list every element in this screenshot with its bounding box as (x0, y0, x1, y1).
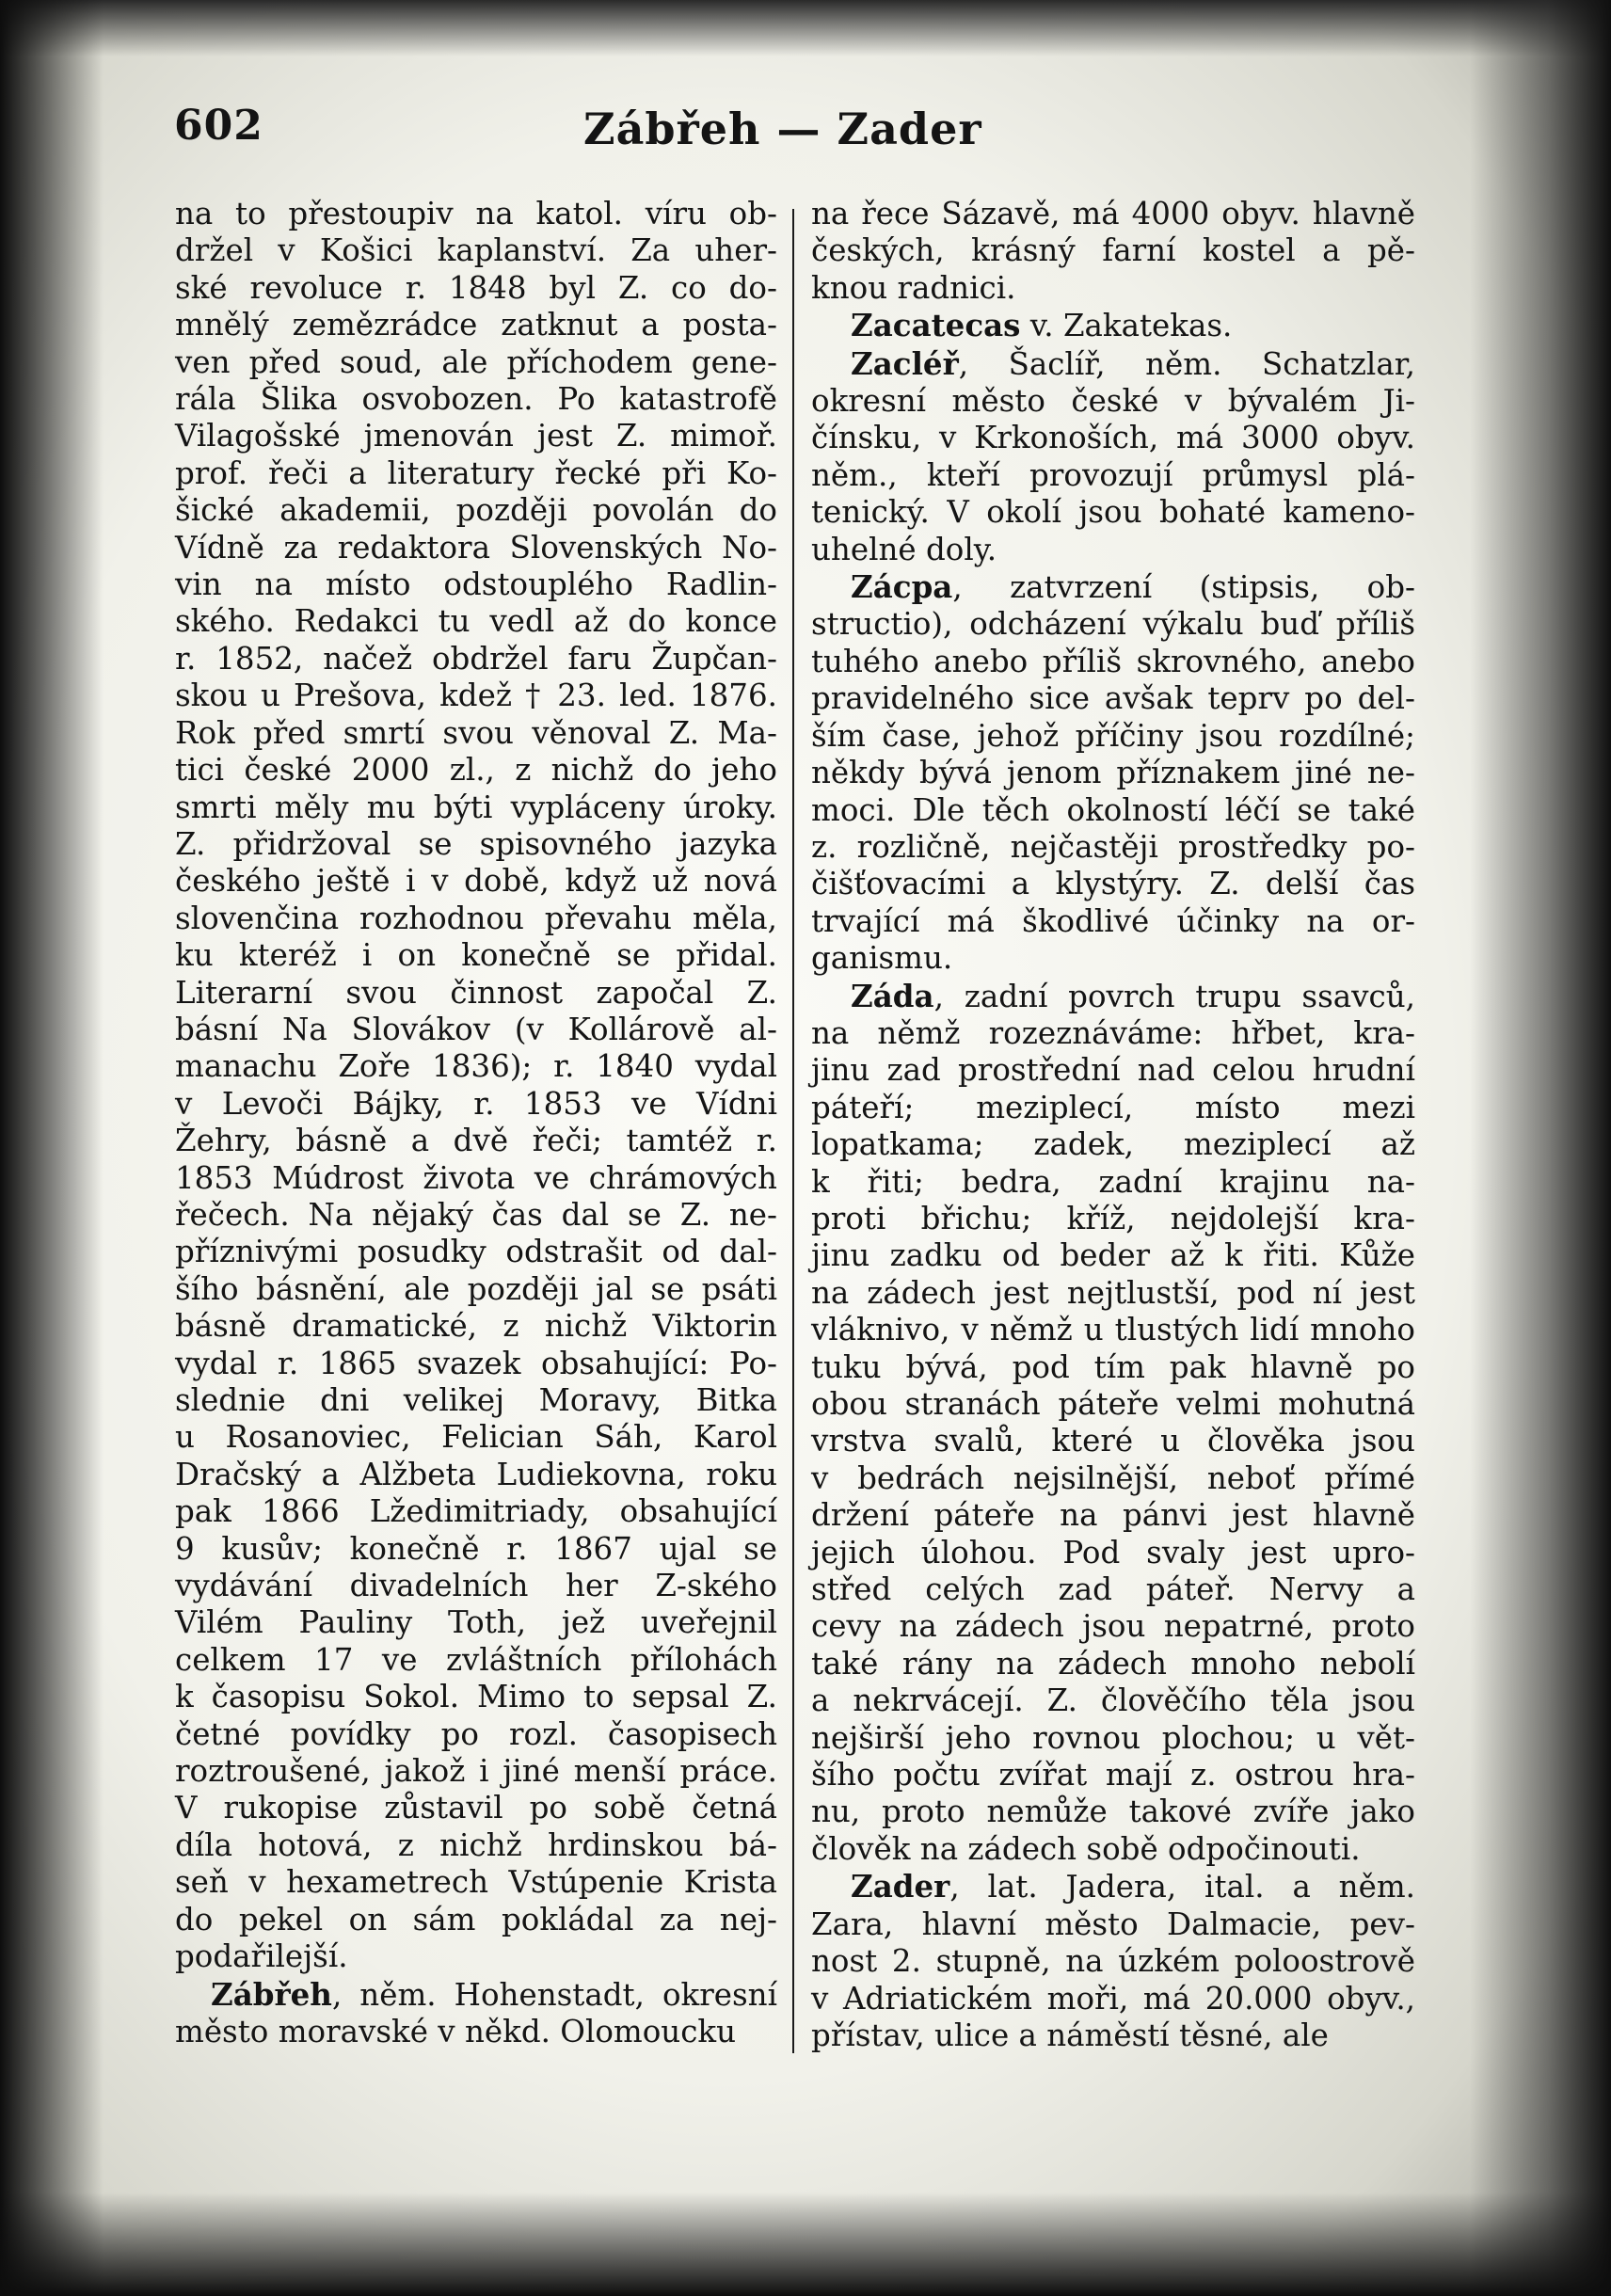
text-line: tuhého anebo příliš skrovného, anebo (811, 643, 1415, 679)
text-line: na to přestoupiv na katol. víru ob- (175, 196, 777, 231)
text-line: podařilejší. (175, 1938, 348, 1975)
text-line: knou radnici. (811, 269, 1016, 306)
entry-headline (811, 1868, 1415, 1905)
page-number: 602 (174, 102, 263, 150)
text-line: u Rosanoviec, Felician Sáh, Karol (175, 1419, 777, 1456)
text-line: k řiti; bedra, zadní krajinu na- (811, 1163, 1415, 1200)
text-line: structio), odcházení výkalu buď příliš (811, 606, 1415, 643)
text-line: smrti měly mu býti vypláceny úroky. (175, 789, 777, 825)
left-column (175, 196, 777, 2050)
text-line: jinu zadku od beder až k řiti. Kůže (811, 1237, 1415, 1274)
text-line: z. rozličně, nejčastěji prostředky po- (811, 828, 1415, 865)
text-line: někdy bývá jenom příznakem jiné ne- (811, 755, 1415, 791)
entry-text: , zatvrzení (stipsis, ob- (952, 569, 1415, 606)
text-line: přístav, ulice a náměstí těsné, ale (811, 2017, 1329, 2053)
text-line: páteří; meziplecí, místo mezi (811, 1089, 1415, 1125)
text-line: člověk na zádech sobě odpočinouti. (811, 1830, 1361, 1867)
entry-text: , zadní povrch trupu ssavců, (933, 978, 1415, 1014)
text-line: Dračský a Alžbeta Ludiekovna, roku (175, 1456, 777, 1492)
text-line: vrstva svalů, které u člověka jsou (811, 1423, 1415, 1459)
running-head: Zábřeh — Zader (583, 104, 982, 154)
text-line: V rukopise zůstavil po sobě četná (175, 1790, 777, 1826)
text-line: držení páteře na pánvi jest hlavně (811, 1497, 1415, 1534)
entry-headword: Zácpa (851, 568, 953, 606)
text-line: šické akademii, později povolán do (175, 492, 777, 529)
text-line: ganismu. (811, 940, 953, 977)
text-line: tici české 2000 zl., z nichž do jeho (175, 752, 777, 789)
entry-headword: Zader (851, 1868, 950, 1905)
text-line: v bedrách nejsilnější, neboť přímé (811, 1459, 1415, 1496)
text-line: trvající má škodlivé účinky na or- (811, 902, 1415, 939)
text-line: mnělý zemězrádce zatknut a posta- (175, 307, 777, 343)
text-line: celkem 17 ve zvláštních přílohách (175, 1641, 777, 1678)
text-line: roztroušené, jakož i jiné menší práce. (175, 1753, 777, 1790)
entry-headword: Záda (851, 977, 934, 1014)
text-line: nost 2. stupně, na úzkém poloostrově (811, 1943, 1415, 1980)
text-line: r. 1852, načež obdržel faru Župčan- (175, 640, 777, 677)
entry-text: , lat. Jadera, ital. a něm. (949, 1869, 1415, 1905)
text-line: Vídně za redaktora Slovenských No- (175, 529, 777, 566)
text-line: nejširší jeho rovnou plochou; u vět- (811, 1719, 1415, 1756)
scan-shadow-left (0, 0, 104, 2296)
text-line: díla hotová, z nichž hrdinskou bá- (175, 1826, 777, 1863)
entry-headword: Zacatecas (851, 307, 1021, 344)
text-line: jinu zad prostřední nad celou hrudní (811, 1052, 1415, 1089)
text-line: proti břichu; kříž, nejdolejší kra- (811, 1200, 1415, 1236)
entry-headline (811, 978, 1415, 1015)
text-line: do pekel on sám pokládal za nej- (175, 1901, 777, 1937)
text-line: Rok před smrtí svou věnoval Z. Ma- (175, 714, 777, 751)
entry-headline (811, 345, 1415, 383)
text-line: držel v Košici kaplanství. Za uher- (175, 232, 777, 269)
text-line: na němž rozeznáváme: hřbet, kra- (811, 1014, 1415, 1051)
text-line: Zara, hlavní město Dalmacie, pev- (811, 1905, 1415, 1942)
text-line: v Adriatickém moři, má 20.000 obyv., (811, 1980, 1415, 2017)
entry-headline (811, 307, 1415, 344)
text-line: město moravské v někd. Olomoucku (175, 2013, 737, 2049)
column-divider (792, 209, 794, 2053)
text-line: čišťovacími a klystýry. Z. delší čas (811, 866, 1415, 902)
text-line: 1853 Múdrost života ve chrámových (175, 1159, 777, 1196)
text-line: ku kteréž i on konečně se přidal. (175, 937, 777, 974)
scan-shadow-right (1470, 0, 1611, 2296)
text-line: Žehry, básně a dvě řeči; tamtéž r. (175, 1123, 777, 1159)
text-line: vin na místo odstouplého Radlin- (175, 566, 777, 603)
text-line: okresní město české v bývalém Ji- (811, 383, 1415, 420)
text-line: lopatkama; zadek, meziplecí až (811, 1126, 1415, 1163)
text-line: obou stranách páteře velmi mohutná (811, 1386, 1415, 1422)
text-line: něm., kteří provozují průmysl plá- (811, 456, 1415, 493)
text-line: šího básnění, ale později jal se psáti (175, 1270, 777, 1307)
entry-headline (811, 568, 1415, 606)
text-line: také rány na zádech mnoho nebolí (811, 1645, 1415, 1682)
text-line: tenický. V okolí jsou bohaté kameno- (811, 494, 1415, 531)
text-line: vydal r. 1865 svazek obsahující: Po- (175, 1345, 777, 1381)
entry-text: , něm. Hohenstadt, okresní (331, 1976, 777, 2013)
text-line: v Levoči Bájky, r. 1853 ve Vídni (175, 1085, 777, 1122)
text-line: rála Šlika osvobozen. Po katastrofě (175, 381, 777, 418)
entry-text: , Šaclíř, něm. Schatzlar, (958, 345, 1415, 382)
text-line: ším čase, jehož příčiny jsou rozdílné; (811, 717, 1415, 754)
text-line: ven před soud, ale příchodem gene- (175, 343, 777, 380)
text-line: seň v hexametrech Vstúpenie Krista (175, 1864, 777, 1901)
text-line: básně dramatické, z nichž Viktorin (175, 1308, 777, 1345)
text-line: Z. přidržoval se spisovného jazyka (175, 825, 777, 862)
entry-text: v. Zakatekas. (1020, 308, 1233, 344)
text-line: tuku bývá, pod tím pak hlavně po (811, 1348, 1415, 1385)
text-line: na řece Sázavě, má 4000 obyv. hlavně (811, 196, 1415, 231)
text-line: slovenčina rozhodnou převahu měla, (175, 900, 777, 936)
text-line: uhelné doly. (811, 531, 997, 567)
right-column (811, 196, 1415, 2054)
text-line: pak 1866 Lžedimitriady, obsahující (175, 1493, 777, 1530)
text-line: čínsku, v Krkonoších, má 3000 obyv. (811, 420, 1415, 456)
text-line: pravidelného sice avšak teprv po del- (811, 680, 1415, 717)
text-line: k časopisu Sokol. Mimo to sepsal Z. (175, 1679, 777, 1715)
text-line: českého ještě i v době, když už nová (175, 863, 777, 900)
text-line: 9 kusův; konečně r. 1867 ujal se (175, 1530, 777, 1567)
text-line: skou u Prešova, kdež † 23. led. 1876. (175, 678, 777, 714)
text-line: Literarní svou činnost započal Z. (175, 974, 777, 1011)
text-line: střed celých zad páteř. Nervy a (811, 1571, 1415, 1608)
text-line: slednie dni velikej Moravy, Bitka (175, 1382, 777, 1418)
scan-shadow-bottom (0, 2192, 1611, 2296)
text-line: básní Na Slovákov (v Kollárově al- (175, 1011, 777, 1047)
text-line: šího počtu zvířat mají z. ostrou hra- (811, 1757, 1415, 1794)
text-line: cevy na zádech jsou nepatrné, proto (811, 1608, 1415, 1645)
text-line: Vilém Pauliny Toth, jež uveřejnil (175, 1604, 777, 1641)
text-line: manachu Zoře 1836); r. 1840 vydal (175, 1048, 777, 1085)
text-line: řečech. Na nějaký čas dal se Z. ne- (175, 1196, 777, 1233)
entry-headword: Zábřeh (211, 1975, 332, 2013)
text-line: moci. Dle těch okolností léčí se také (811, 791, 1415, 828)
scan-shadow-top (0, 0, 1611, 56)
text-line: na zádech jest nejtlustší, pod ní jest (811, 1274, 1415, 1311)
text-line: nu, proto nemůže takové zvíře jako (811, 1794, 1415, 1830)
text-line: a nekrvácejí. Z. člověčího těla jsou (811, 1682, 1415, 1719)
text-line: Vilagošské jmenován jest Z. mimoř. (175, 418, 777, 454)
text-line: vydávání divadelních her Z-ského (175, 1568, 777, 1604)
text-line: četné povídky po rozl. časopisech (175, 1715, 777, 1752)
text-line: jejich úlohou. Pod svaly jest upro- (811, 1534, 1415, 1571)
text-line: ské revoluce r. 1848 byl Z. co do- (175, 269, 777, 306)
text-line: českých, krásný farní kostel a pě- (811, 232, 1415, 269)
text-line: příznivými posudky odstrašit od dal- (175, 1234, 777, 1270)
text-line: prof. řeči a literatury řecké při Ko- (175, 454, 777, 491)
entry-headline (175, 1976, 777, 2014)
entry-headword: Zacléř (851, 344, 959, 382)
text-line: ského. Redakci tu vedl až do konce (175, 603, 777, 640)
text-line: vláknivo, v němž u tlustých lidí mnoho (811, 1312, 1415, 1348)
